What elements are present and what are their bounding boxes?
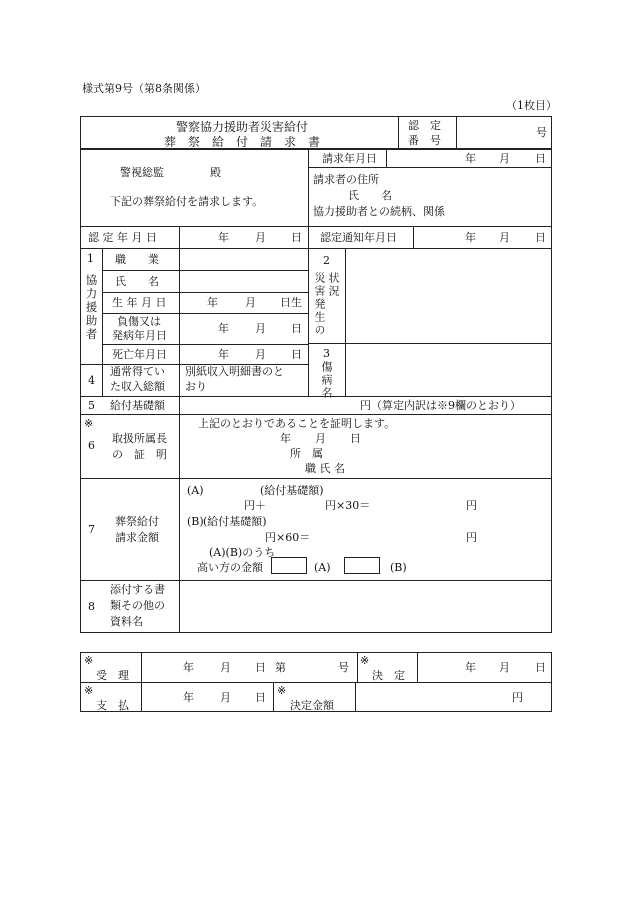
- section7-higher-amount: 高い方の金額: [197, 561, 263, 574]
- section7-whichever: (A)(B)のうち: [209, 546, 276, 559]
- section2-number: 2: [323, 254, 330, 267]
- title-line2: 葬 祭 給 付 請 求 書: [164, 135, 321, 149]
- section2-label-b: 災害発生の: [313, 272, 326, 337]
- section6-official-name: 職 氏 名: [305, 462, 345, 475]
- section7-number: 7: [88, 523, 95, 536]
- section8-label-2: 類その他の: [110, 599, 165, 612]
- section8-label-3: 資料名: [110, 615, 143, 628]
- nintei-notice-label: 認定通知年月日: [320, 231, 397, 244]
- nintei-day: 日: [291, 231, 302, 244]
- section4-value-1: 別紙収入明細書のと: [185, 365, 284, 378]
- title-line1: 警察協力援助者災害給付: [176, 120, 309, 134]
- footer-decision-label: 決 定: [372, 669, 405, 682]
- birth-month: 月: [245, 296, 256, 309]
- section3-number: 3: [323, 347, 330, 360]
- footer-amount-mark: ※: [277, 684, 287, 697]
- birth-date-label: 生 年 月 日: [112, 296, 167, 309]
- footer-receipt-label: 受 理: [96, 669, 129, 682]
- section8-label-1: 添付する書: [110, 583, 165, 596]
- section7-answer-box-2[interactable]: [344, 557, 380, 574]
- birth-year: 年: [207, 296, 218, 309]
- decision-month: 月: [499, 661, 510, 674]
- name-label: 氏 名: [115, 275, 159, 288]
- receipt-go: 号: [338, 661, 349, 674]
- request-date-label: 請求年月日: [322, 152, 377, 165]
- section6-affiliation: 所 属: [290, 447, 323, 460]
- decided-amount-yen: 円: [512, 691, 523, 704]
- injury-date-label-2: 発病年月日: [112, 329, 167, 342]
- receipt-dai: 第: [275, 661, 286, 674]
- request-statement: 下記の葬祭給付を請求します。: [110, 195, 264, 208]
- claimant-name-label: 氏 名: [348, 189, 392, 202]
- section7-b-basis: (給付基礎額): [203, 515, 267, 528]
- death-year: 年: [218, 348, 229, 361]
- injury-year: 年: [218, 322, 229, 335]
- request-month: 月: [499, 152, 510, 165]
- form-number: 様式第9号（第8条関係）: [82, 82, 206, 95]
- section7-b-label: (B): [187, 515, 204, 528]
- decision-year: 年: [465, 661, 476, 674]
- notice-month: 月: [499, 231, 510, 244]
- payment-month: 月: [220, 691, 231, 704]
- nintei-month: 月: [255, 231, 266, 244]
- section6-month: 月: [315, 432, 326, 445]
- section8-number: 8: [88, 600, 95, 613]
- decision-day: 日: [535, 661, 546, 674]
- section5-number: 5: [88, 399, 95, 412]
- nintei-year: 年: [218, 231, 229, 244]
- receipt-month: 月: [220, 661, 231, 674]
- section4-label-1: 通常得てい: [110, 365, 165, 378]
- footer-payment-mark: ※: [84, 684, 94, 697]
- footer-payment-label: 支 払: [96, 699, 129, 712]
- section5-note: 円（算定内訳は※9欄のとおり）: [360, 399, 521, 412]
- injury-day: 日: [291, 322, 302, 335]
- relationship-label: 協力援助者との続柄、関係: [313, 205, 445, 218]
- section4-number: 4: [88, 374, 95, 387]
- section6-mark: ※: [84, 417, 94, 430]
- footer-decision-mark: ※: [360, 654, 370, 667]
- notice-day: 日: [535, 231, 546, 244]
- payment-day: 日: [255, 691, 266, 704]
- footer-decided-amount-label: 決定金額: [290, 699, 334, 712]
- receipt-year: 年: [183, 661, 194, 674]
- section1-vertical-label: 協力援助者: [84, 274, 99, 342]
- section7-a-label: (A): [187, 484, 204, 497]
- death-month: 月: [255, 348, 266, 361]
- section6-label-1: 取扱所属長: [112, 432, 167, 445]
- section2-label-a: 状況: [327, 272, 340, 298]
- section3-label: 傷病名: [320, 361, 333, 400]
- death-date-label: 死亡年月日: [112, 348, 167, 361]
- receipt-day: 日: [255, 661, 266, 674]
- birth-day: 日生: [280, 296, 302, 309]
- notice-year: 年: [465, 231, 476, 244]
- nintei-date-label: 認 定 年 月 日: [88, 231, 157, 244]
- section1-number: 1: [87, 252, 94, 265]
- nintei-number-label-1: 認 定: [408, 119, 441, 132]
- section7-label-1: 葬祭給付: [115, 515, 159, 528]
- honorific: 殿: [210, 166, 221, 179]
- section4-label-2: た収入総額: [110, 380, 165, 393]
- nintei-number-label-2: 番 号: [408, 134, 441, 147]
- section6-number: 6: [88, 439, 95, 452]
- section7-label-2: 請求金額: [115, 531, 159, 544]
- section7-a-yen: 円: [466, 499, 477, 512]
- section6-year: 年: [280, 432, 291, 445]
- section7-a-formula-plus: 円＋: [244, 499, 266, 512]
- injury-month: 月: [255, 322, 266, 335]
- section5-label: 給付基礎額: [110, 399, 165, 412]
- section7-opt-a: (A): [314, 561, 331, 574]
- death-day: 日: [291, 348, 302, 361]
- section4-value-2: おり: [185, 380, 207, 393]
- footer-receipt-mark: ※: [84, 654, 94, 667]
- injury-date-label-1: 負傷又は: [117, 315, 161, 328]
- section6-label-2: の 証 明: [112, 448, 167, 461]
- request-year: 年: [465, 152, 476, 165]
- section6-day: 日: [350, 432, 361, 445]
- occupation-label: 職 業: [115, 253, 159, 266]
- section7-b-yen: 円: [466, 531, 477, 544]
- nintei-number-unit: 号: [536, 126, 547, 139]
- section7-b-formula: 円×60＝: [265, 531, 311, 544]
- addressee: 警視総監: [120, 166, 164, 179]
- section7-a-formula-times: 円×30＝: [325, 499, 371, 512]
- request-day: 日: [535, 152, 546, 165]
- payment-year: 年: [183, 691, 194, 704]
- section7-answer-box-1[interactable]: [271, 557, 307, 574]
- section6-statement: 上記のとおりであることを証明します。: [198, 417, 396, 430]
- page-count: （1枚目）: [506, 99, 557, 112]
- claimant-address-label: 請求者の住所: [313, 173, 379, 186]
- section7-a-basis: (給付基礎額): [260, 484, 324, 497]
- section7-opt-b: (B): [390, 561, 407, 574]
